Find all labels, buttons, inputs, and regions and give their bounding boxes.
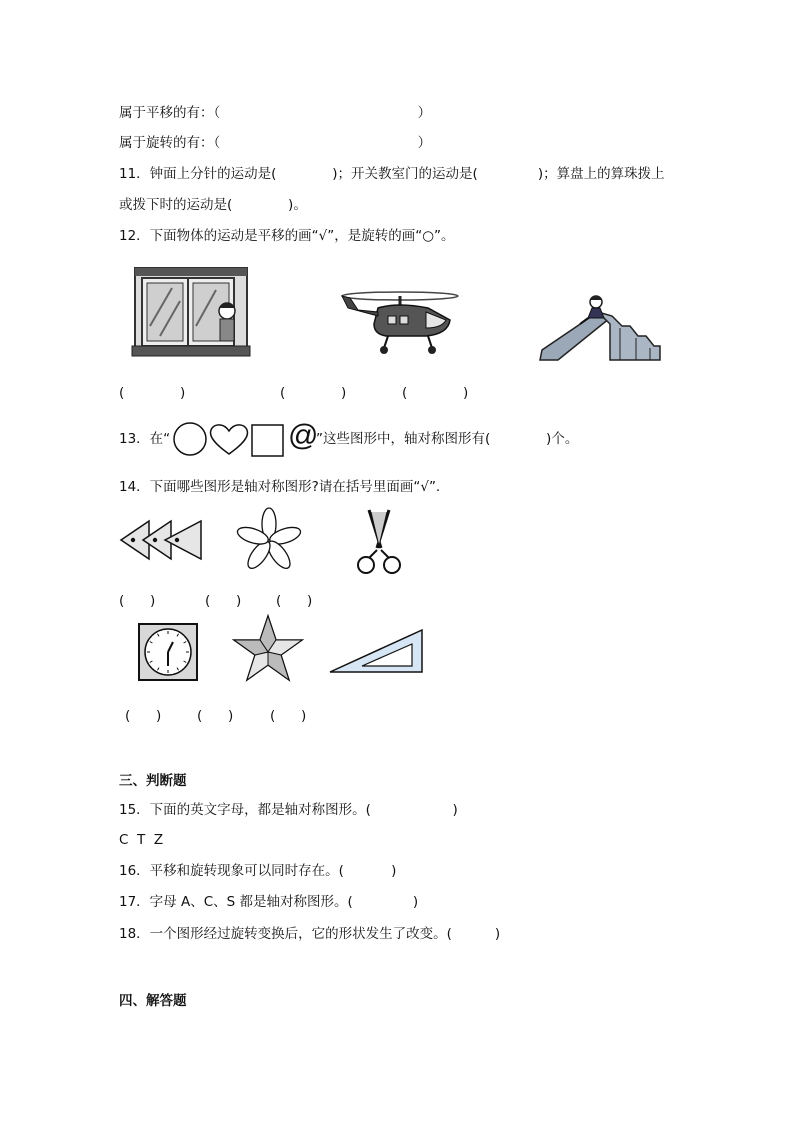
flower-icon <box>235 507 303 573</box>
q12-answer-slide[interactable]: ( ) <box>402 385 469 401</box>
question-16-text: 16．平移和旋转现象可以同时存在。( ) <box>119 863 397 879</box>
question-18-text: 18．一个图形经过旋转变换后，它的形状发生了改变。( ) <box>119 926 501 942</box>
heart-icon <box>208 422 250 456</box>
question-15-letters: C T Z <box>119 832 164 848</box>
set-square-icon <box>328 628 426 676</box>
section-3-heading: 三、判断题 <box>119 773 187 789</box>
at-symbol: @ <box>288 419 319 452</box>
section-4-heading: 四、解答题 <box>119 993 187 1009</box>
question-13-prefix: 13．在“ <box>119 431 171 447</box>
window-image <box>132 266 250 358</box>
circle-icon <box>172 422 208 456</box>
question-11-line-1: 11．钟面上分针的运动是( )；开关教室门的运动是( )；算盘上的算珠拨上 <box>119 166 665 182</box>
q14-answer-star[interactable]: ( ) <box>197 708 234 724</box>
q12-answer-window[interactable]: ( ) <box>119 385 186 401</box>
question-15-text: 15．下面的英文字母，都是轴对称图形。( ) <box>119 802 458 818</box>
question-12-text: 12．下面物体的运动是平移的画“√”，是旋转的画“○”。 <box>119 228 455 244</box>
question-14-text: 14．下面哪些图形是轴对称图形?请在括号里面画“√”. <box>119 479 441 495</box>
q14-answer-clock[interactable]: ( ) <box>125 708 162 724</box>
question-13-suffix: ”这些图形中，轴对称图形有( )个。 <box>316 431 579 447</box>
question-17-text: 17．字母 A、C、S 都是轴对称图形。( ) <box>119 894 419 910</box>
question-11-line-2: 或拨下时的运动是( )。 <box>119 197 307 213</box>
translation-items-line: 属于平移的有：（ ） <box>119 105 432 121</box>
rotation-items-line: 属于旋转的有：（ ） <box>119 135 432 151</box>
q14-answer-scissors[interactable]: ( ) <box>276 593 313 609</box>
square-icon <box>250 423 286 457</box>
q12-answer-helicopter[interactable]: ( ) <box>280 385 347 401</box>
q14-answer-set-square[interactable]: ( ) <box>270 708 307 724</box>
triangles-icon <box>119 519 205 561</box>
q14-answer-triangles[interactable]: ( ) <box>119 593 156 609</box>
star-icon <box>232 614 304 684</box>
q14-answer-flower[interactable]: ( ) <box>205 593 242 609</box>
helicopter-image <box>338 288 462 358</box>
slide-image <box>538 294 666 364</box>
clock-icon <box>137 622 199 682</box>
scissors-icon <box>355 508 403 576</box>
